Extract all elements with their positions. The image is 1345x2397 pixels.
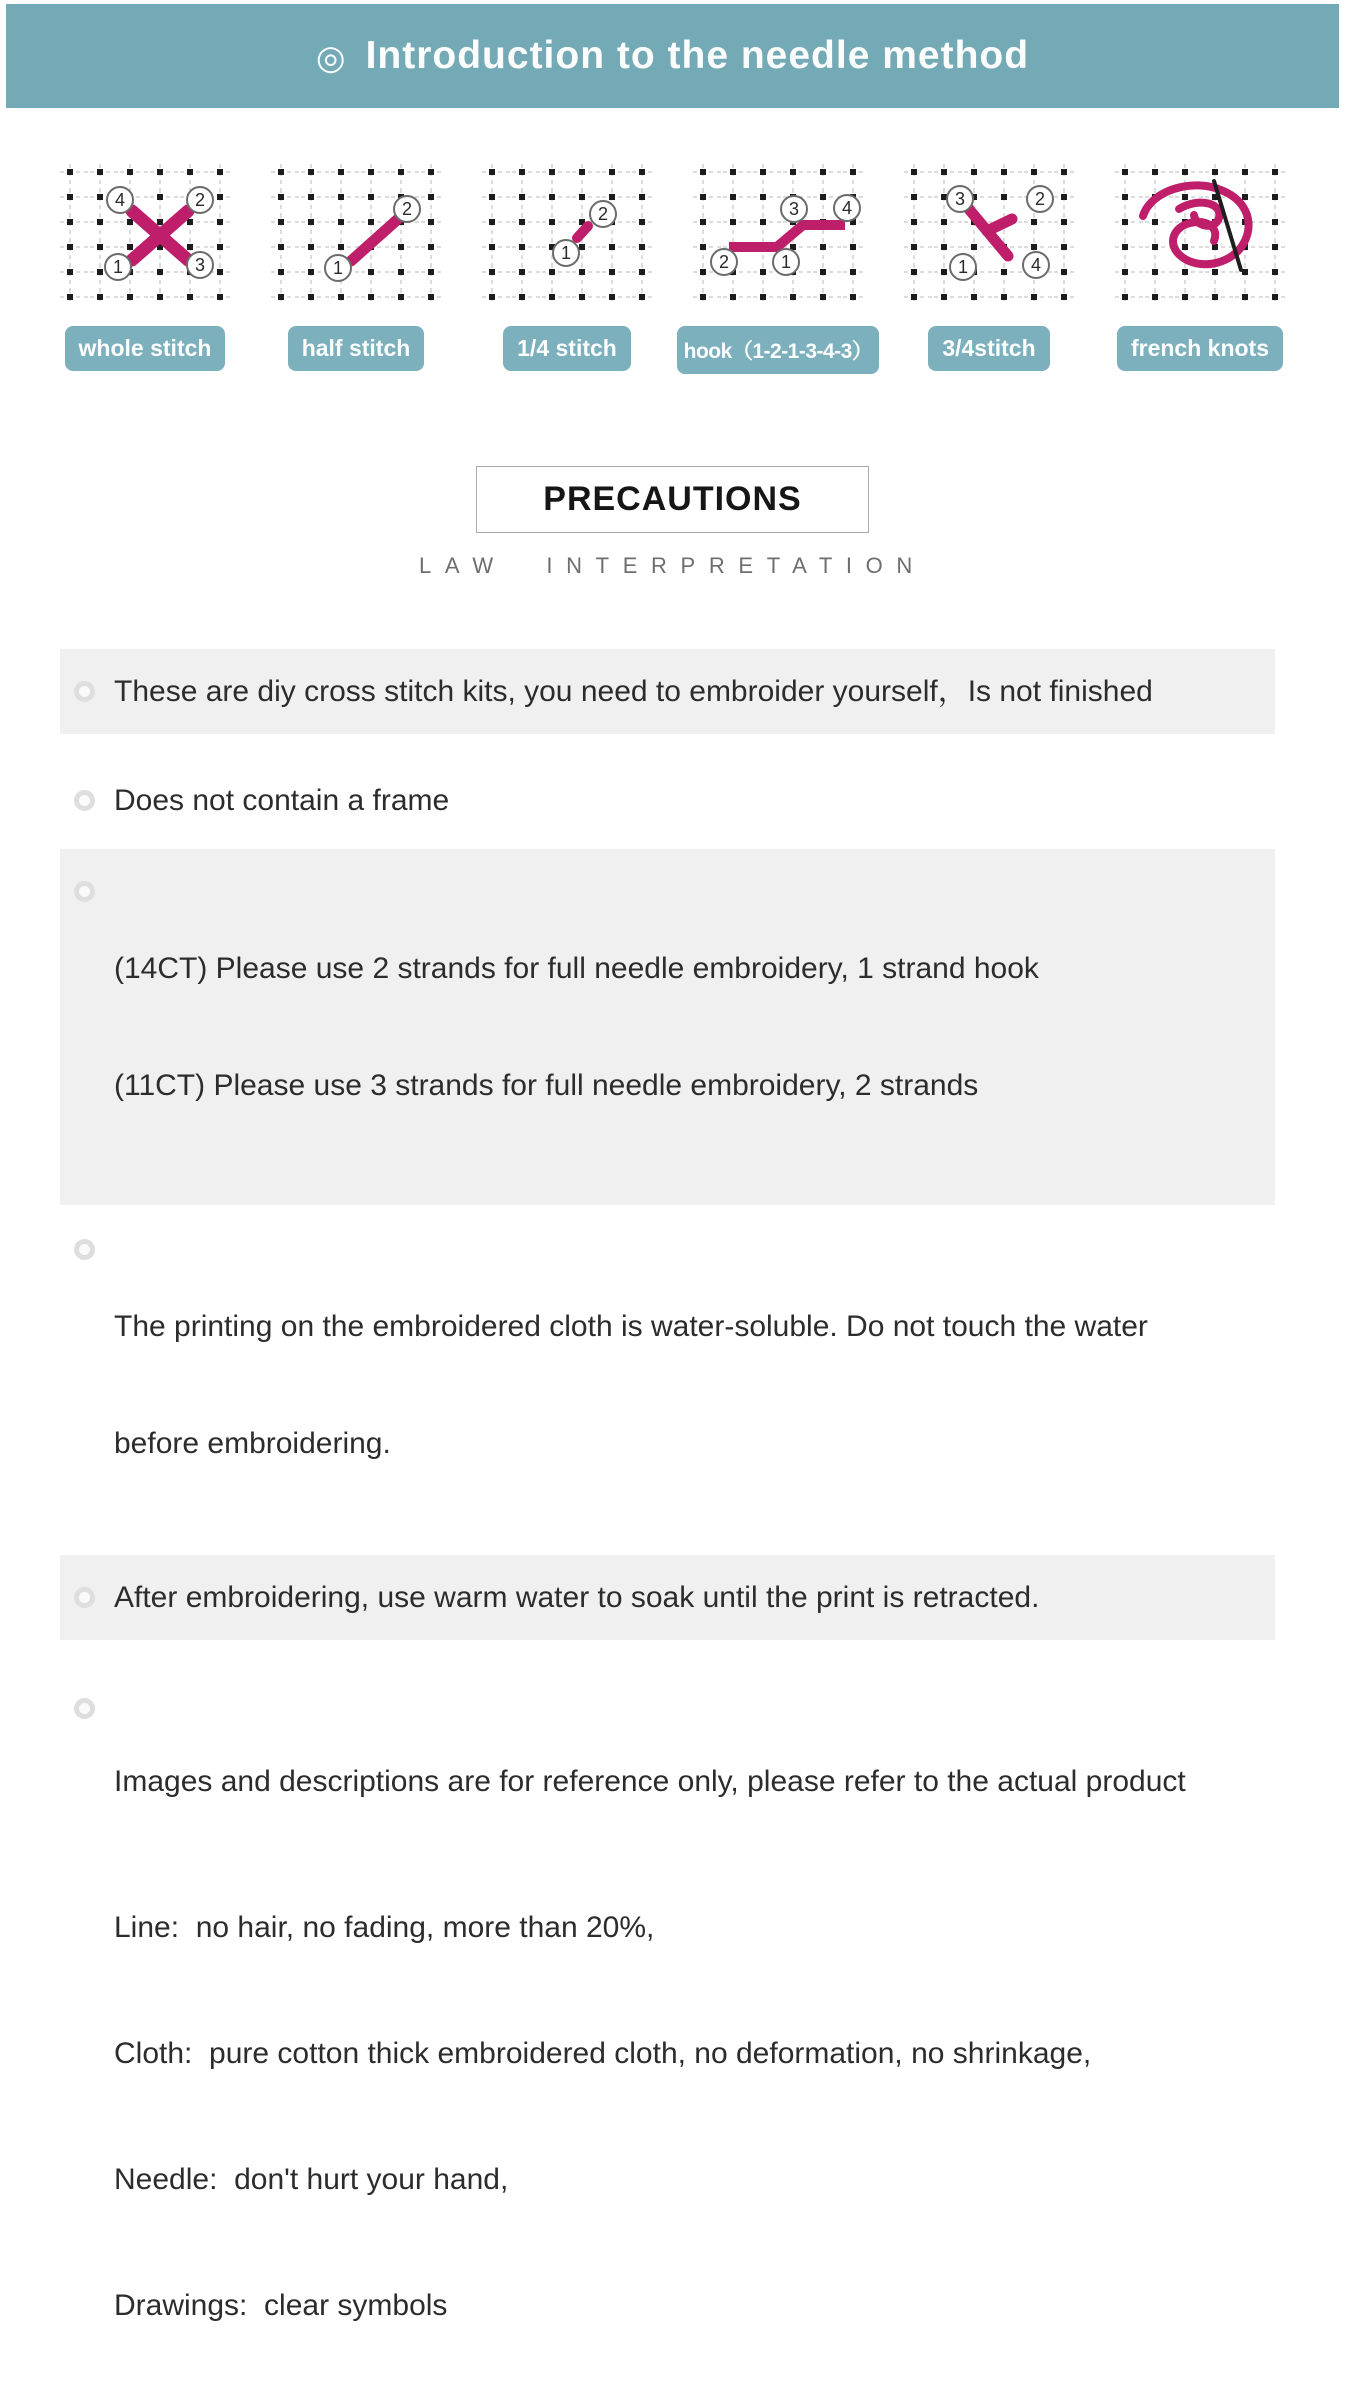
label-hook-stitch: hook（1-2-1-3-4-3） [677,326,880,374]
list-item [60,1690,1275,2397]
item-line: The printing on the embroidered cloth is water-soluble. Do not touch the water [114,1310,1148,1343]
bullseye-icon: ◎ [315,39,346,77]
item-line: Drawings: clear symbols [114,2289,448,2322]
item-text: After embroidering, use warm water to soak until the print is retracted. [114,1581,1040,1614]
stitch-diagrams-row [56,164,1289,374]
precautions-subtitle: LAW INTERPRETATION [419,553,926,578]
item-text: Does not contain a frame [114,784,450,817]
item-text [114,1231,1148,1539]
item-line: (14CT) Please use 2 strands for full needle embroidery, 1 strand hook [114,952,1039,985]
svg-text:2: 2 [1034,189,1046,209]
list-item [60,1555,1275,1640]
svg-text:2: 2 [401,199,413,219]
svg-text:3: 3 [954,189,966,209]
diagram-hook-stitch [683,164,873,374]
precautions-section [0,466,1345,579]
svg-text:1: 1 [112,257,124,277]
whole-stitch-graphic [56,164,234,304]
item-line: Line: no hair, no fading, more than 20%, [114,1911,655,1944]
ring-bullet-icon [74,1239,95,1260]
diagram-quarter-stitch [478,164,656,371]
label-whole-stitch: whole stitch [65,326,226,371]
svg-text:1: 1 [780,252,792,272]
ring-bullet-icon [74,1698,95,1719]
svg-text:2: 2 [194,190,206,210]
list-item [60,1231,1275,1539]
ring-bullet-icon [74,881,95,902]
item-text [114,873,1039,1181]
label-quarter-stitch: 1/4 stitch [503,326,631,371]
diagram-french-knots [1111,164,1289,371]
item-text: These are diy cross stitch kits, you need to embroider yourself，Is not finished [114,675,1153,708]
item-line: (11CT) Please use 3 strands for full needle embroidery, 2 strands [114,1069,979,1102]
item-text [114,1690,1186,2397]
precautions-title-box: PRECAUTIONS [476,466,868,533]
item-line: Cloth: pure cotton thick embroidered cloth, no deformation, no shrinkage, [114,2037,1092,2070]
label-half-stitch: half stitch [288,326,425,371]
precaution-items-list [60,649,1275,2397]
diagram-half-stitch [267,164,445,371]
quarter-stitch-graphic [478,164,656,304]
svg-text:4: 4 [114,190,126,210]
svg-text:4: 4 [1030,255,1042,275]
svg-text:4: 4 [841,198,853,218]
hook-stitch-graphic [689,164,867,304]
svg-text:3: 3 [194,255,206,275]
product-description-page [0,4,1345,2322]
diagram-three-quarter-stitch [900,164,1078,371]
svg-text:2: 2 [597,204,609,224]
ring-bullet-icon [74,681,95,702]
svg-text:1: 1 [560,243,572,263]
item-line: before embroidering. [114,1427,391,1460]
label-three-quarter-stitch: 3/4stitch [928,326,1049,371]
label-french-knots: french knots [1117,326,1283,371]
three-quarter-stitch-graphic [900,164,1078,304]
header-banner [6,4,1339,108]
french-knots-graphic [1111,164,1289,304]
list-item [60,849,1275,1205]
diagram-whole-stitch [56,164,234,371]
half-stitch-graphic [267,164,445,304]
svg-text:2: 2 [718,252,730,272]
ring-bullet-icon [74,790,95,811]
svg-text:3: 3 [788,199,800,219]
list-item [60,649,1275,734]
item-line: Needle: don't hurt your hand, [114,2163,509,2196]
svg-text:1: 1 [332,258,344,278]
list-item [60,782,1275,819]
ring-bullet-icon [74,1587,95,1608]
page-title: Introduction to the needle method [365,34,1030,77]
svg-text:1: 1 [957,257,969,277]
item-line: Images and descriptions are for reference only, please refer to the actual product [114,1765,1186,1798]
